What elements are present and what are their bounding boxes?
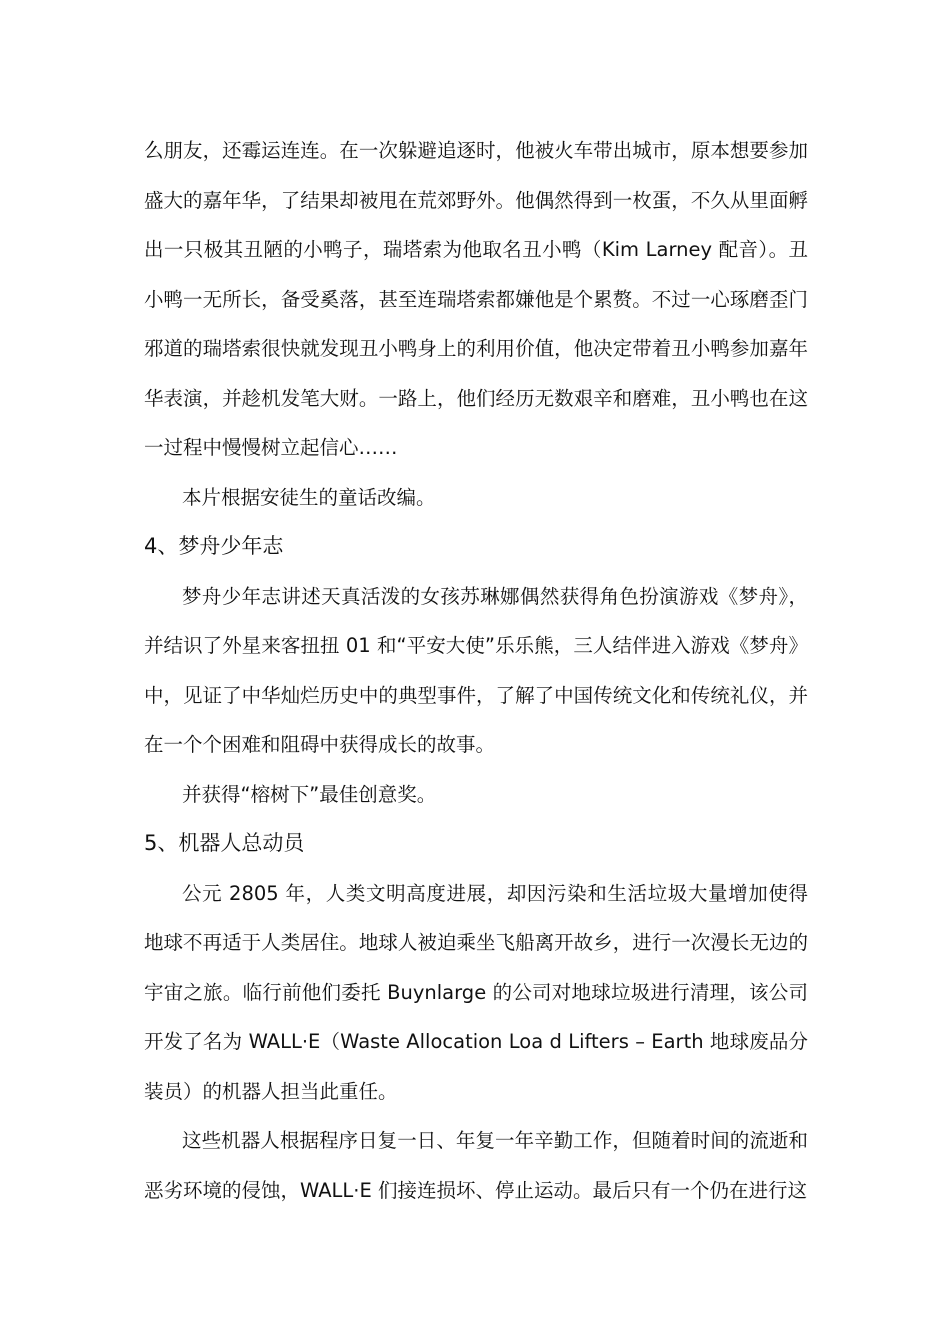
paragraph-wall-e-synopsis: 公元 2805 年，人类文明高度进展，却因污染和生活垃圾大量增加使得地球不再适于人类居住。地球人被迫乘坐飞船离开故乡，进行一次漫长无边的宇宙之旅。临行前他们委托 Buynlarge 的公司对地球垃圾进行清理，该公司开发了名为 WALL·E（Waste Allocation Loa d Lifters – Earth 地球废品分装员）的机器人担当此重任。 xyxy=(144,881,808,1103)
paragraph-award-note: 并获得“榕树下”最佳创意奖。 xyxy=(182,782,437,806)
paragraph-story-continued: 么朋友，还霉运连连。在一次躲避追逐时，他被火车带出城市，原本想要参加盛大的嘉年华，了结果却被甩在荒郊野外。他偶然得到一枚蛋，不久从里面孵出一只极其丑陋的小鸭子，瑞塔索为他取名丑小鸭（Kim Larney 配音）。丑小鸭一无所长，备受奚落，甚至连瑞塔索都嫌他是个累赘。不过一心琢磨歪门邪道的瑞塔索很快就发现丑小鸭身上的利用价值，他决定带着丑小鸭参加嘉年华表演，并趁机发笔大财。一路上，他们经历无数艰辛和磨难，丑小鸭也在这一过程中慢慢树立起信心…… xyxy=(144,139,808,459)
section-heading-4: 4、梦舟少年志 xyxy=(144,534,284,558)
paragraph-wall-e-continued: 这些机器人根据程序日复一日、年复一年辛勤工作，但随着时间的流逝和恶劣环境的侵蚀，WALL·E 们接连损坏、停止运动。最后只有一个仍在进行这 xyxy=(144,1129,808,1202)
paragraph-dream-boat-synopsis: 梦舟少年志讲述天真活泼的女孩苏琳娜偶然获得角色扮演游戏《梦舟》，并结识了外星来客扭扭 01 和“平安大使”乐乐熊，三人结伴进入游戏《梦舟》中，见证了中华灿烂历史中的典型事件，了解了中国传统文化和传统礼仪，并在一个个困难和阻碍中获得成长的故事。 xyxy=(144,584,808,756)
section-heading-5: 5、机器人总动员 xyxy=(144,831,305,855)
paragraph-adaptation-note: 本片根据安徒生的童话改编。 xyxy=(182,485,436,509)
document-body xyxy=(144,126,808,1215)
